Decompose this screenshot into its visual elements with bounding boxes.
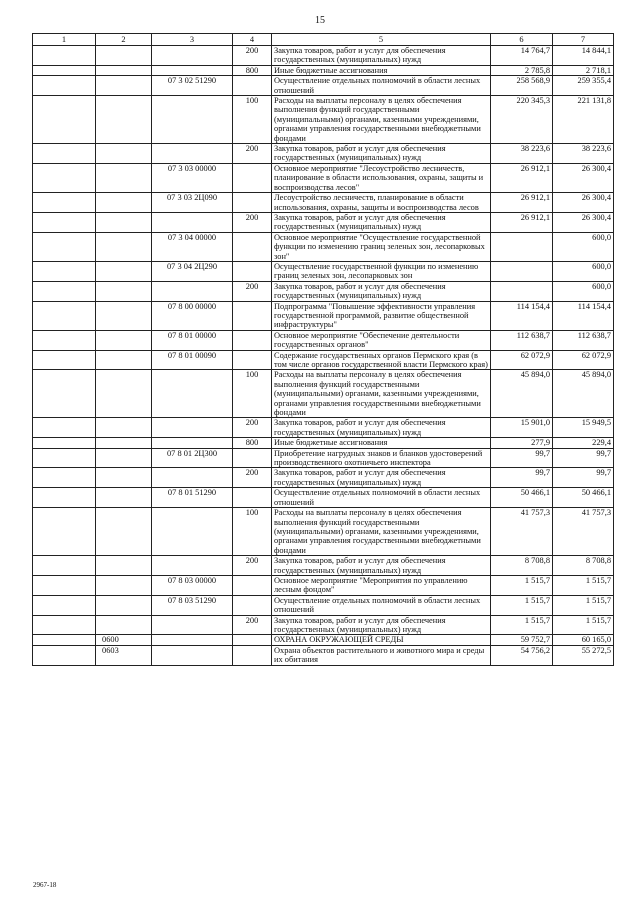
row-col-1 <box>33 615 96 635</box>
expense-type <box>233 193 272 213</box>
section-code <box>96 350 152 370</box>
value-col-7: 1 515,7 <box>553 575 614 595</box>
target-code: 07 8 01 00000 <box>152 330 233 350</box>
row-description: Расходы на выплаты персоналу в целях обеспечения выполнения функций государственными (муниципальными) органами, казенными учреждениями, органами управления государственными внебюджетными фондами <box>272 508 491 556</box>
section-code <box>96 65 152 75</box>
section-code <box>96 330 152 350</box>
value-col-7: 114 154,4 <box>553 301 614 330</box>
target-code <box>152 508 233 556</box>
table-row <box>33 301 614 330</box>
row-description: Закупка товаров, работ и услуг для обеспечения государственных (муниципальных) нужд <box>272 615 491 635</box>
value-col-6: 15 901,0 <box>491 418 553 438</box>
expense-type: 200 <box>233 556 272 576</box>
target-code: 07 3 03 00000 <box>152 163 233 192</box>
expense-type <box>233 232 272 261</box>
section-code <box>96 301 152 330</box>
value-col-7: 1 515,7 <box>553 595 614 615</box>
row-description: Основное мероприятие "Обеспечение деятельности государственных органов" <box>272 330 491 350</box>
row-col-1 <box>33 370 96 418</box>
target-code: 07 8 01 2Ц300 <box>152 448 233 468</box>
table-row <box>33 144 614 164</box>
table-row <box>33 96 614 144</box>
row-description: Закупка товаров, работ и услуг для обеспечения государственных (муниципальных) нужд <box>272 144 491 164</box>
row-description: Основное мероприятие "Мероприятия по управлению лесным фондом" <box>272 575 491 595</box>
value-col-6: 45 894,0 <box>491 370 553 418</box>
row-description: Подпрограмма "Повышение эффективности управления государственной программой, развитие общественной инфраструктуры" <box>272 301 491 330</box>
table-row <box>33 488 614 508</box>
table-row <box>33 193 614 213</box>
row-description: Закупка товаров, работ и услуг для обеспечения государственных (муниципальных) нужд <box>272 468 491 488</box>
expense-type: 100 <box>233 370 272 418</box>
value-col-7: 38 223,6 <box>553 144 614 164</box>
value-col-7: 60 165,0 <box>553 635 614 645</box>
section-code <box>96 232 152 261</box>
value-col-6: 26 912,1 <box>491 163 553 192</box>
value-col-6: 38 223,6 <box>491 144 553 164</box>
table-row <box>33 556 614 576</box>
value-col-7: 15 949,5 <box>553 418 614 438</box>
row-col-1 <box>33 163 96 192</box>
section-code <box>96 418 152 438</box>
value-col-7: 99,7 <box>553 468 614 488</box>
row-description: Закупка товаров, работ и услуг для обеспечения государственных (муниципальных) нужд <box>272 212 491 232</box>
value-col-6: 26 912,1 <box>491 212 553 232</box>
expense-type <box>233 163 272 192</box>
target-code: 07 8 01 51290 <box>152 488 233 508</box>
expense-type <box>233 575 272 595</box>
value-col-6: 26 912,1 <box>491 193 553 213</box>
row-col-1 <box>33 418 96 438</box>
table-row <box>33 281 614 301</box>
expense-type: 800 <box>233 65 272 75</box>
value-col-6: 54 756,2 <box>491 645 553 665</box>
expense-type <box>233 448 272 468</box>
table-row <box>33 595 614 615</box>
section-code <box>96 144 152 164</box>
value-col-6: 41 757,3 <box>491 508 553 556</box>
target-code <box>152 281 233 301</box>
row-description: Расходы на выплаты персоналу в целях обеспечения выполнения функций государственными (муниципальными) органами, казенными учреждениями, органами управления государственными внебюджетными фондами <box>272 370 491 418</box>
target-code <box>152 370 233 418</box>
expense-type <box>233 595 272 615</box>
row-description: Закупка товаров, работ и услуг для обеспечения государственных (муниципальных) нужд <box>272 281 491 301</box>
row-description: Закупка товаров, работ и услуг для обеспечения государственных (муниципальных) нужд <box>272 556 491 576</box>
expense-type <box>233 350 272 370</box>
target-code: 07 8 01 00090 <box>152 350 233 370</box>
target-code: 07 8 00 00000 <box>152 301 233 330</box>
expense-type: 200 <box>233 418 272 438</box>
section-code <box>96 96 152 144</box>
value-col-7: 62 072,9 <box>553 350 614 370</box>
table-row <box>33 46 614 66</box>
row-description: Основное мероприятие "Осуществление государственной функции по изменению границ зеленых зон, лесопарковых зон" <box>272 232 491 261</box>
row-description: Осуществление отдельных полномочий в области лесных отношений <box>272 76 491 96</box>
target-code <box>152 46 233 66</box>
target-code: 07 3 04 00000 <box>152 232 233 261</box>
table-row <box>33 645 614 665</box>
target-code <box>152 212 233 232</box>
value-col-6 <box>491 281 553 301</box>
value-col-6: 220 345,3 <box>491 96 553 144</box>
value-col-7: 41 757,3 <box>553 508 614 556</box>
expense-type: 100 <box>233 508 272 556</box>
expense-type: 800 <box>233 438 272 448</box>
target-code: 07 3 04 2Ц290 <box>152 261 233 281</box>
header-col-5: 5 <box>272 34 491 46</box>
expense-type <box>233 488 272 508</box>
section-code <box>96 46 152 66</box>
row-col-1 <box>33 232 96 261</box>
section-code: 0603 <box>96 645 152 665</box>
row-col-1 <box>33 438 96 448</box>
row-description: Закупка товаров, работ и услуг для обеспечения государственных (муниципальных) нужд <box>272 418 491 438</box>
row-col-1 <box>33 595 96 615</box>
expense-type <box>233 635 272 645</box>
expense-type: 100 <box>233 96 272 144</box>
value-col-6: 277,9 <box>491 438 553 448</box>
value-col-6: 1 515,7 <box>491 595 553 615</box>
target-code: 07 3 03 2Ц090 <box>152 193 233 213</box>
target-code <box>152 645 233 665</box>
row-description: Лесоустройство лесничеств, планирование в области использования, охраны, защиты и воспроизводства лесов <box>272 193 491 213</box>
target-code <box>152 96 233 144</box>
value-col-6: 99,7 <box>491 468 553 488</box>
row-col-1 <box>33 468 96 488</box>
value-col-6: 50 466,1 <box>491 488 553 508</box>
row-col-1 <box>33 261 96 281</box>
target-code <box>152 468 233 488</box>
table-row <box>33 65 614 75</box>
header-col-6: 6 <box>491 34 553 46</box>
expense-type: 200 <box>233 468 272 488</box>
row-col-1 <box>33 301 96 330</box>
section-code <box>96 575 152 595</box>
value-col-7: 600,0 <box>553 281 614 301</box>
section-code <box>96 508 152 556</box>
value-col-7: 229,4 <box>553 438 614 448</box>
row-description: Осуществление отдельных полномочий в области лесных отношений <box>272 488 491 508</box>
header-col-3: 3 <box>152 34 233 46</box>
row-col-1 <box>33 645 96 665</box>
row-col-1 <box>33 330 96 350</box>
expense-type: 200 <box>233 212 272 232</box>
row-col-1 <box>33 635 96 645</box>
section-code <box>96 468 152 488</box>
table-row <box>33 261 614 281</box>
target-code <box>152 635 233 645</box>
table-row <box>33 508 614 556</box>
row-description: Осуществление государственной функции по изменению границ зеленых зон, лесопарковых зон <box>272 261 491 281</box>
section-code: 0600 <box>96 635 152 645</box>
table-row <box>33 212 614 232</box>
section-code <box>96 370 152 418</box>
section-code <box>96 438 152 448</box>
target-code <box>152 144 233 164</box>
section-code <box>96 281 152 301</box>
row-col-1 <box>33 193 96 213</box>
value-col-7: 26 300,4 <box>553 163 614 192</box>
row-col-1 <box>33 46 96 66</box>
footer-code: 2967-18 <box>33 881 57 889</box>
value-col-7: 26 300,4 <box>553 212 614 232</box>
section-code <box>96 163 152 192</box>
header-col-1: 1 <box>33 34 96 46</box>
value-col-6: 114 154,4 <box>491 301 553 330</box>
value-col-6: 258 568,9 <box>491 76 553 96</box>
header-col-7: 7 <box>553 34 614 46</box>
expense-type <box>233 301 272 330</box>
row-description: ОХРАНА ОКРУЖАЮЩЕЙ СРЕДЫ <box>272 635 491 645</box>
row-col-1 <box>33 448 96 468</box>
target-code: 07 8 03 51290 <box>152 595 233 615</box>
row-col-1 <box>33 350 96 370</box>
target-code <box>152 438 233 448</box>
table-row <box>33 370 614 418</box>
value-col-6: 99,7 <box>491 448 553 468</box>
section-code <box>96 488 152 508</box>
table-row <box>33 330 614 350</box>
section-code <box>96 261 152 281</box>
table-row <box>33 163 614 192</box>
row-col-1 <box>33 96 96 144</box>
expense-type: 200 <box>233 144 272 164</box>
value-col-7: 99,7 <box>553 448 614 468</box>
value-col-7: 14 844,1 <box>553 46 614 66</box>
page-number: 15 <box>315 15 325 26</box>
expense-type: 200 <box>233 46 272 66</box>
value-col-7: 8 708,8 <box>553 556 614 576</box>
value-col-7: 221 131,8 <box>553 96 614 144</box>
target-code <box>152 556 233 576</box>
row-description: Основное мероприятие "Лесоустройство лесничеств, планирование в области использования, охраны, защиты и воспроизводства лесов" <box>272 163 491 192</box>
row-col-1 <box>33 556 96 576</box>
expense-type <box>233 330 272 350</box>
row-col-1 <box>33 488 96 508</box>
value-col-7: 50 466,1 <box>553 488 614 508</box>
row-description: Иные бюджетные ассигнования <box>272 65 491 75</box>
value-col-7: 45 894,0 <box>553 370 614 418</box>
expense-type: 200 <box>233 615 272 635</box>
value-col-7: 55 272,5 <box>553 645 614 665</box>
target-code <box>152 615 233 635</box>
value-col-7: 2 718,1 <box>553 65 614 75</box>
row-description: Охрана объектов растительного и животного мира и среды их обитания <box>272 645 491 665</box>
value-col-6 <box>491 261 553 281</box>
row-description: Расходы на выплаты персоналу в целях обеспечения выполнения функций государственными (муниципальными) органами, казенными учреждениями, органами управления государственными внебюджетными фондами <box>272 96 491 144</box>
section-code <box>96 556 152 576</box>
value-col-7: 26 300,4 <box>553 193 614 213</box>
budget-table <box>32 33 614 666</box>
value-col-7: 600,0 <box>553 261 614 281</box>
value-col-6: 1 515,7 <box>491 575 553 595</box>
target-code: 07 3 02 51290 <box>152 76 233 96</box>
table-row <box>33 635 614 645</box>
target-code: 07 8 03 00000 <box>152 575 233 595</box>
table-row <box>33 615 614 635</box>
row-col-1 <box>33 281 96 301</box>
value-col-6: 1 515,7 <box>491 615 553 635</box>
expense-type <box>233 645 272 665</box>
row-col-1 <box>33 575 96 595</box>
section-code <box>96 595 152 615</box>
row-description: Содержание государственных органов Пермского края (в том числе органов государственной власти Пермского края) <box>272 350 491 370</box>
table-row <box>33 448 614 468</box>
row-description: Осуществление отдельных полномочий в области лесных отношений <box>272 595 491 615</box>
row-col-1 <box>33 65 96 75</box>
value-col-7: 112 638,7 <box>553 330 614 350</box>
row-description: Приобретение нагрудных знаков и бланков удостоверений производственного охотничьего инспектора <box>272 448 491 468</box>
section-code <box>96 193 152 213</box>
value-col-7: 600,0 <box>553 232 614 261</box>
table-row <box>33 438 614 448</box>
table-row <box>33 575 614 595</box>
row-description: Иные бюджетные ассигнования <box>272 438 491 448</box>
row-col-1 <box>33 76 96 96</box>
table-row <box>33 232 614 261</box>
expense-type: 200 <box>233 281 272 301</box>
header-col-2: 2 <box>96 34 152 46</box>
table-row <box>33 418 614 438</box>
value-col-6: 14 764,7 <box>491 46 553 66</box>
value-col-6: 2 785,8 <box>491 65 553 75</box>
expense-type <box>233 76 272 96</box>
value-col-7: 259 355,4 <box>553 76 614 96</box>
expense-type <box>233 261 272 281</box>
row-description: Закупка товаров, работ и услуг для обеспечения государственных (муниципальных) нужд <box>272 46 491 66</box>
target-code <box>152 418 233 438</box>
table-row <box>33 350 614 370</box>
row-col-1 <box>33 212 96 232</box>
value-col-6: 62 072,9 <box>491 350 553 370</box>
header-row <box>33 34 614 46</box>
value-col-6: 59 752,7 <box>491 635 553 645</box>
section-code <box>96 448 152 468</box>
value-col-6: 8 708,8 <box>491 556 553 576</box>
section-code <box>96 615 152 635</box>
target-code <box>152 65 233 75</box>
value-col-7: 1 515,7 <box>553 615 614 635</box>
value-col-6: 112 638,7 <box>491 330 553 350</box>
table-body <box>33 46 614 666</box>
table-row <box>33 76 614 96</box>
header-col-4: 4 <box>233 34 272 46</box>
value-col-6 <box>491 232 553 261</box>
table-row <box>33 468 614 488</box>
section-code <box>96 212 152 232</box>
row-col-1 <box>33 508 96 556</box>
section-code <box>96 76 152 96</box>
row-col-1 <box>33 144 96 164</box>
